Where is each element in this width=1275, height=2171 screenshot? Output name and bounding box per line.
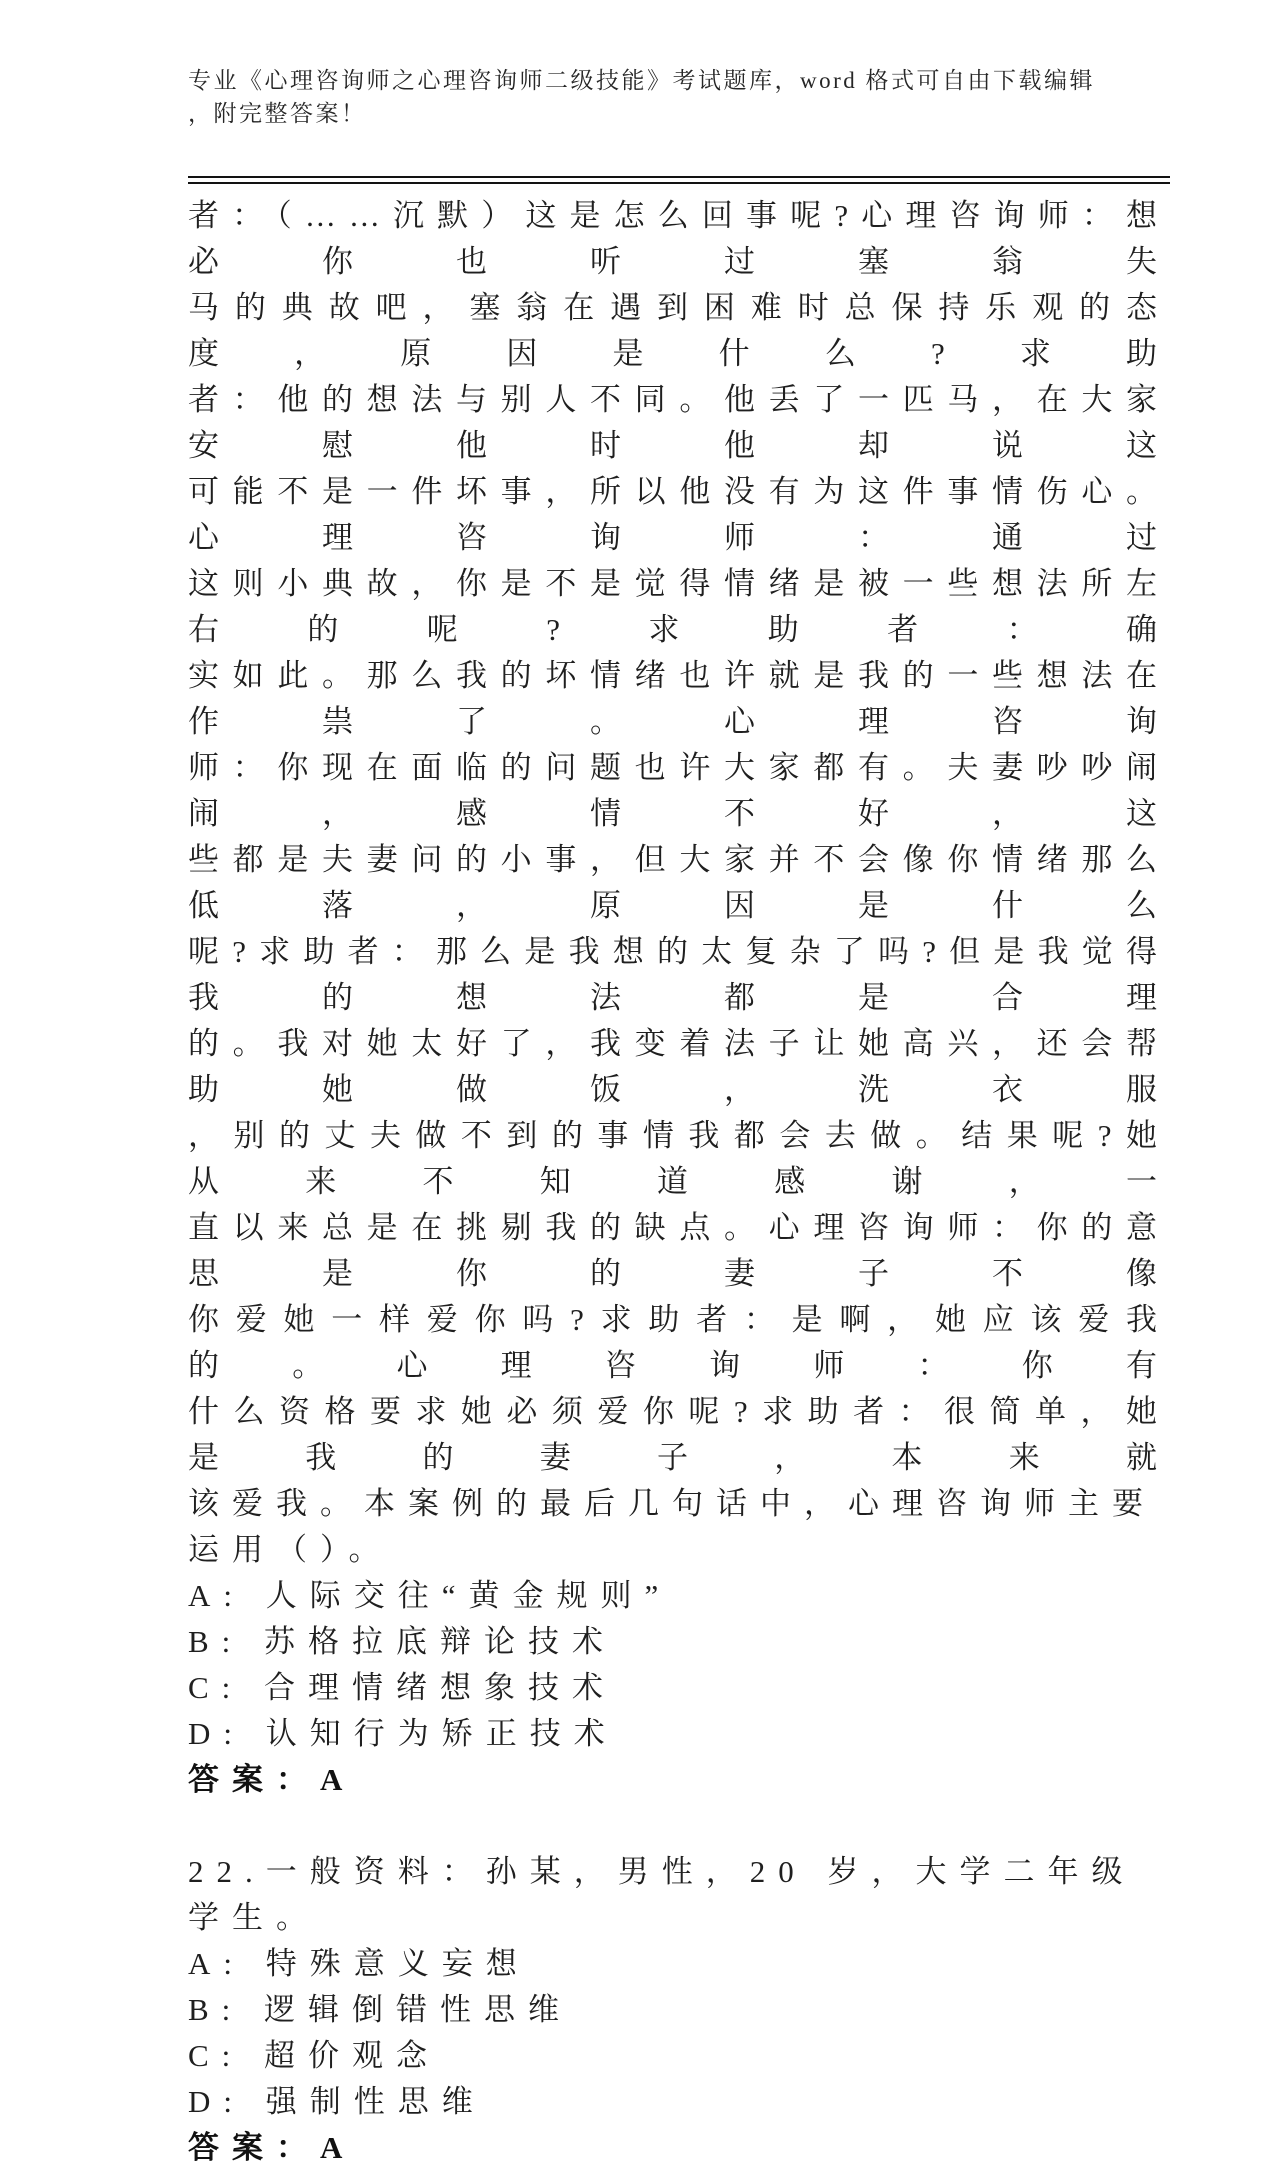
paragraph-line: 马的典故吧，塞翁在遇到困难时总保持乐观的态度，原因是什么?求助 <box>188 290 1170 371</box>
paragraph-line: 师：你现在面临的问题也许大家都有。夫妻吵吵闹闹，感情不好，这 <box>188 750 1170 831</box>
page-header <box>188 64 1170 130</box>
option-b: B: 逻辑倒错性思维 <box>188 1992 573 2027</box>
page-content <box>188 0 1170 2171</box>
question-21-answer: 答案：A <box>188 1762 356 1797</box>
paragraph-line: ，别的丈夫做不到的事情我都会去做。结果呢?她从来不知道感谢，一 <box>188 1118 1170 1199</box>
header-title-line-2: ，附完整答案！ <box>188 101 367 126</box>
paragraph-line: 的。我对她太好了，我变着法子让她高兴，还会帮助她做饭，洗衣服 <box>188 1026 1170 1107</box>
option-a: A: 人际交往“黄金规则” <box>188 1578 672 1613</box>
paragraph-line: 直以来总是在挑剔我的缺点。心理咨询师：你的意思是你的妻子不像 <box>188 1210 1170 1291</box>
paragraph-line: 什么资格要求她必须爱你呢?求助者：很简单，她是我的妻子，本来就 <box>188 1394 1170 1475</box>
option-b: B: 苏格拉底辩论技术 <box>188 1624 617 1659</box>
paragraph-line: 些都是夫妻问的小事，但大家并不会像你情绪那么低落，原因是什么 <box>188 842 1170 923</box>
option-c: C: 合理情绪想象技术 <box>188 1670 617 1705</box>
paragraph-line: 你爱她一样爱你吗?求助者：是啊，她应该爱我的。心理咨询师：你有 <box>188 1302 1170 1383</box>
paragraph-line: 可能不是一件坏事，所以他没有为这件事情伤心。心理咨询师：通过 <box>188 474 1170 555</box>
option-c: C: 超价观念 <box>188 2038 441 2073</box>
paragraph-line: 者：（……沉默）这是怎么回事呢?心理咨询师：想必你也听过塞翁失 <box>188 198 1170 279</box>
header-title-line-1: 专业《心理咨询师之心理咨询师二级技能》考试题库，word 格式可自由下载编辑 <box>188 68 1096 93</box>
option-d: D: 认知行为矫正技术 <box>188 1716 618 1751</box>
paragraph-line: 呢?求助者：那么是我想的太复杂了吗?但是我觉得我的想法都是合理 <box>188 934 1170 1015</box>
option-d: D: 强制性思维 <box>188 2084 486 2119</box>
question-21-options <box>188 1573 1170 1757</box>
question-21-passage <box>188 193 1170 1573</box>
paragraph-line: 该爱我。本案例的最后几句话中，心理咨询师主要运用（）。 <box>188 1486 1156 1567</box>
question-22 <box>188 1849 1170 2171</box>
paragraph-line: 实如此。那么我的坏情绪也许就是我的一些想法在作祟了。心理咨询 <box>188 658 1170 739</box>
header-divider <box>188 176 1170 184</box>
question-22-options <box>188 1941 1170 2125</box>
question-22-answer: 答案：A <box>188 2130 356 2165</box>
question-22-stem: 22.一般资料：孙某，男性，20 岁，大学二年级学生。 <box>188 1854 1136 1935</box>
option-a: A: 特殊意义妄想 <box>188 1946 530 1981</box>
paragraph-line: 者：他的想法与别人不同。他丢了一匹马，在大家安慰他时他却说这 <box>188 382 1170 463</box>
document-body <box>188 193 1170 2171</box>
paragraph-line: 这则小典故，你是不是觉得情绪是被一些想法所左右的呢?求助者：确 <box>188 566 1170 647</box>
